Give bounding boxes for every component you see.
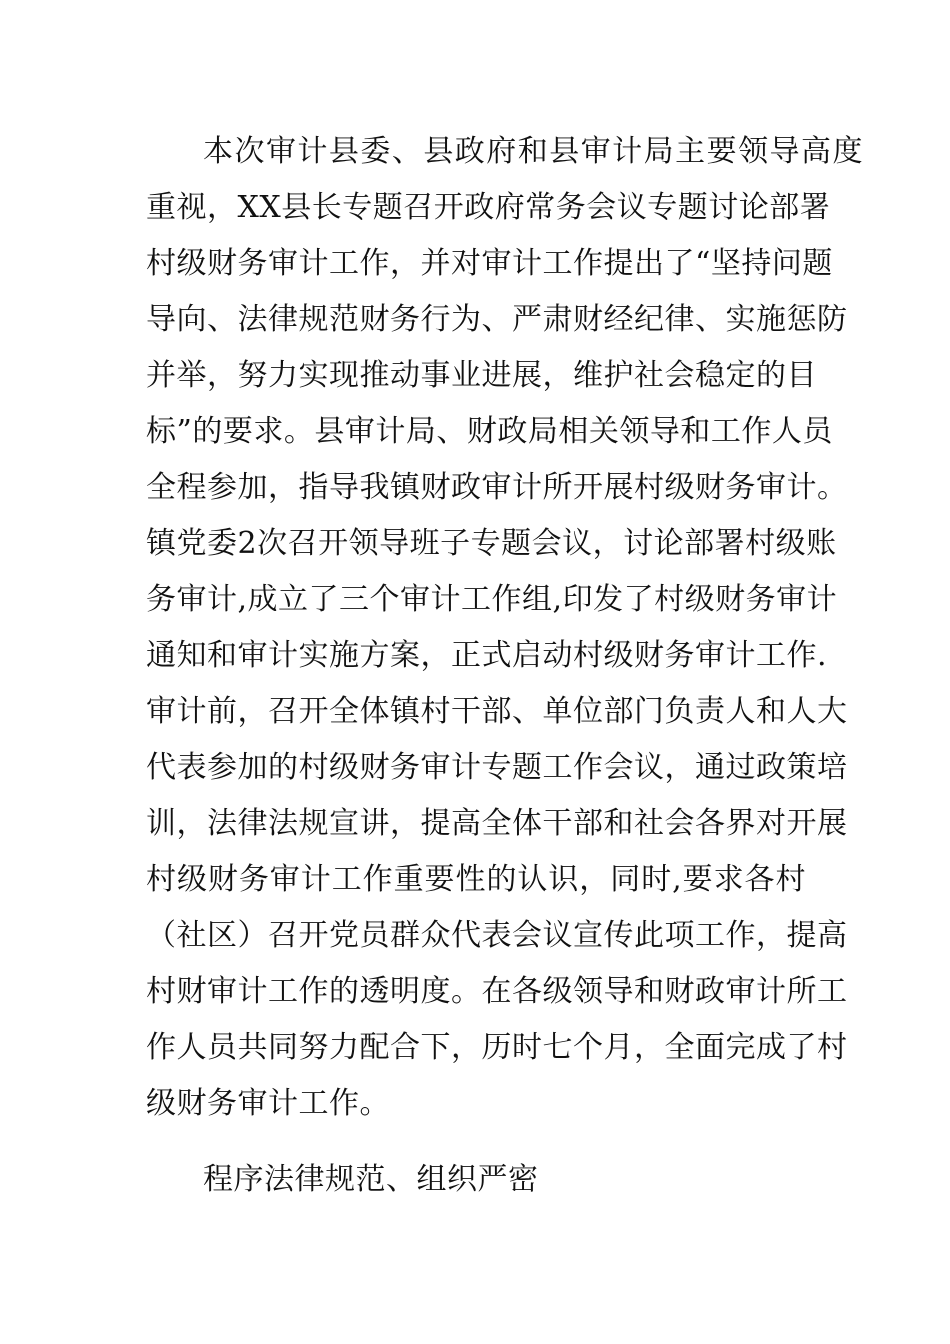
paragraph-line-7: 全程参加，指导我镇财政审计所开展村级财务审计。 <box>146 470 848 505</box>
paragraph-line-13: 训，法律法规宣讲，提高全体干部和社会各界对开展 <box>146 806 848 841</box>
paragraph-line-17: 作人员共同努力配合下，历时七个月，全面完成了村 <box>146 1030 848 1065</box>
paragraph-line-4: 导向、法律规范财务行为、严肃财经纪律、实施惩防 <box>146 302 848 337</box>
paragraph-line-5: 并举，努力实现推动事业进展，维护社会稳定的目 <box>146 358 817 393</box>
paragraph-line-2: 重视，XX县长专题召开政府常务会议专题讨论部署 <box>146 190 831 225</box>
paragraph-line-10: 通知和审计实施方案，正式启动村级财务审计工作. <box>146 638 828 673</box>
paragraph-line-16: 村财审计工作的透明度。在各级领导和财政审计所工 <box>146 974 848 1009</box>
paragraph-line-11: 审计前，召开全体镇村干部、单位部门负责人和人大 <box>146 694 848 729</box>
paragraph-line-15: （社区）召开党员群众代表会议宣传此项工作，提高 <box>146 918 848 953</box>
paragraph-line-6: 标”的要求。县审计局、财政局相关领导和工作人员 <box>146 414 833 449</box>
paragraph-line-8: 镇党委2次召开领导班子专题会议，讨论部署村级账 <box>146 526 837 561</box>
paragraph-line-12: 代表参加的村级财务审计专题工作会议，通过政策培 <box>146 750 848 785</box>
paragraph-line-3: 村级财务审计工作，并对审计工作提出了“坚持问题 <box>146 246 833 281</box>
paragraph-line-18: 级财务审计工作。 <box>146 1086 390 1121</box>
paragraph-line-14: 村级财务审计工作重要性的认识，同时,要求各村 <box>146 862 806 897</box>
section-heading: 程序法律规范、组织严密 <box>203 1162 539 1197</box>
paragraph-line-1: 本次审计县委、县政府和县审计局主要领导高度 <box>203 134 863 169</box>
paragraph-line-9: 务审计,成立了三个审计工作组,印发了村级财务审计 <box>146 582 838 617</box>
